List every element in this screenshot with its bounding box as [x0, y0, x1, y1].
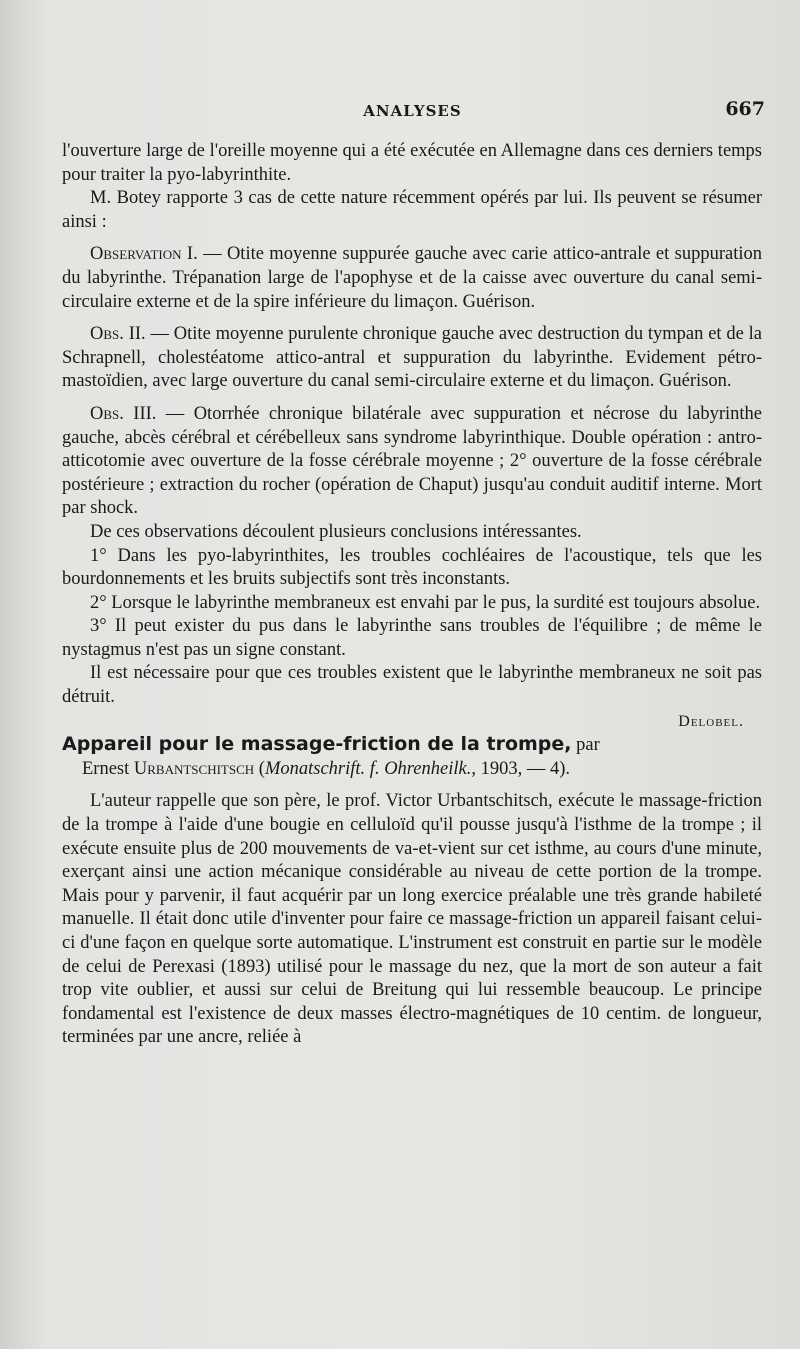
observation-2-text: — Otite moyenne purulente chronique gauche avec destruction du tympan et de la Schrapnell, cholestéatome attico-antral et suppuration du labyrinthe. Evidement pétro-mastoïdien, avec large ouverture du canal semi-circulaire externe et du limaçon. Guérison.: [62, 324, 762, 392]
spacer: [62, 234, 762, 243]
paragraph-botey: M. Botey rapporte 3 cas de cette nature récemment opérés par lui. Ils peuvent se résumer ainsi :: [62, 188, 762, 232]
article-title: Appareil pour le massage-friction de la trompe,: [62, 733, 572, 756]
observation-3-label: Obs. III.: [90, 403, 157, 424]
author-last-name: Urbantschitsch: [133, 758, 255, 779]
running-head: [60, 98, 765, 128]
source-details: , 1903, — 4).: [471, 758, 571, 779]
conclusion-2: 2° Lorsque le labyrinthe membraneux est envahi par le pus, la surdité est toujours absolue.: [90, 592, 761, 613]
article-title-par: par: [571, 735, 600, 756]
journal-name: Monatschrift. f. Ohrenheilk.: [264, 758, 472, 779]
observation-1-text: — Otite moyenne suppurée gauche avec carie attico-antrale et suppuration du labyrinthe. Trépanation large de l'apophyse et de la caisse avec ouverture du canal semi-circulaire externe et de la spire inférieure du limaçon. Guérison.: [62, 244, 762, 312]
observation-3-text: — Otorrhée chronique bilatérale avec suppuration et nécrose du labyrinthe gauche, abcès cérébral et cérébelleux sans syndrome labyrinthique. Double opération : antro-atticotomie avec ouverture de la fosse cérébrale moyenne ; 2° ouverture de la fosse cérébrale postérieure ; extraction du rocher (opération de Chaput) jusqu'au conduit auditif interne. Mort par shock.: [62, 403, 762, 519]
observation-1: [62, 243, 762, 314]
author-signature: Delobel.: [678, 712, 744, 730]
conclusion-3: 3° Il peut exister du pus dans le labyrinthe sans troubles de l'équilibre ; de même le nystagmus n'est pas un signe constant.: [62, 616, 762, 660]
article-body: L'auteur rappelle que son père, le prof. Victor Urbantschitsch, exécute le massage-friction de la trompe à l'aide d'une bougie en celluloïd qu'il pousse jusqu'à l'isthme de la trompe ; il exécute ensuite plus de 200 mouvements de va-et-vient sur cet isthme, au cours d'une minute, exerçant ainsi une action mécanique considérable au niveau de cette portion de la trompe. Mais pour y parvenir, il faut acquérir par un long exercice préalable une très grande habileté manuelle. Il était donc utile d'inventer pour faire ce massage-friction un appareil faisant celui-ci d'une façon en quelque sorte automatique. L'instrument est construit en partie sur le modèle de celui de Perexasi (1893) utilisé pour le massage du nez, que la mort de son auteur a fait trop vite oublier, et aussi sur celui de Breitung qui lui ressemble beaucoup. Le principe fondamental est l'existence de deux masses électro-magnétiques de 10 centim. de longueur, terminées par une ancre, reliée à: [62, 791, 762, 1048]
article-byline: [62, 758, 762, 782]
article-heading: [62, 733, 762, 758]
spacer: [62, 394, 762, 403]
conclusion-4: Il est nécessaire pour que ces troubles existent que le labyrinthe membraneux ne soit pas détruit.: [62, 663, 762, 708]
source-open: (: [254, 758, 265, 779]
spacer: [62, 314, 762, 323]
paragraph-ouverture: l'ouverture large de l'oreille moyenne qui a été exécutée en Allemagne dans ces derniers temps pour traiter la pyo-labyrinthite.: [62, 141, 762, 185]
conclusion-1: 1° Dans les pyo-labyrinthites, les troubles cochléaires de l'acoustique, tels que les bourdonnements et les bruits subjectifs sont très inconstants.: [62, 545, 762, 590]
page-number: 667: [725, 98, 765, 120]
paragraph-conclusions: De ces observations découlent plusieurs conclusions intéressantes.: [90, 521, 582, 542]
running-head-title: ANALYSES: [363, 102, 462, 120]
observation-2: [62, 323, 762, 394]
observation-1-label: Observation I.: [90, 244, 198, 265]
author-first-name: Ernest: [82, 758, 134, 779]
observation-2-label: Obs. II.: [90, 324, 146, 345]
page-body: [62, 140, 762, 1050]
observation-3: [62, 403, 762, 521]
spacer: [62, 781, 762, 790]
